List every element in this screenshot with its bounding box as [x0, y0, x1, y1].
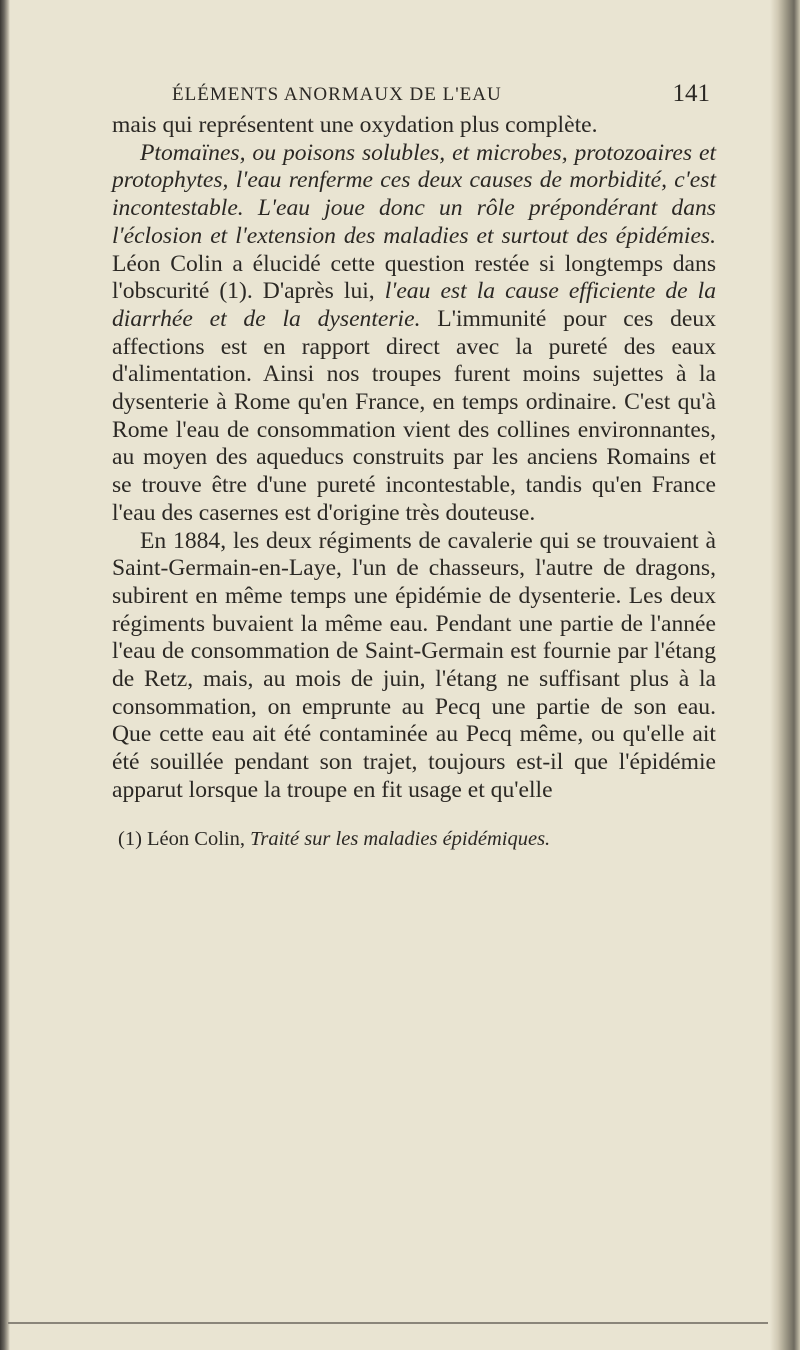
paragraph-3	[112, 528, 716, 805]
paragraph-2-plain-b: L'immunité pour ces deux affections est en rapport direct avec la pureté des eaux d'alimentation. Ainsi nos troupes furent moins sujettes à la dysenterie à Rome qu'en France, en temps ordinaire. C'est qu'à Rome l'eau de consommation vient des collines environnantes, au moyen des aqueducs construits par les anciens Romains et se trouve être d'une pureté incontestable, tandis qu'en France l'eau des casernes est d'origine très douteuse.	[112, 305, 716, 526]
page-binding-edge	[0, 0, 10, 1350]
paragraph-2	[112, 140, 716, 528]
page-bottom-edge	[8, 1322, 768, 1324]
paragraph-3-text: En 1884, les deux régiments de cavalerie qui se trouvaient à Saint-Germain-en-Laye, l'un de chasseurs, l'autre de dragons, subirent en même temps une épidémie de dysenterie. Les deux régiments buvaient la même eau. Pendant une partie de l'année l'eau de consommation de Saint-Germain est fournie par l'étang de Retz, mais, au mois de juin, l'étang ne suffisant plus à la consommation, on emprunte au Pecq une partie de son eau. Que cette eau ait été contaminée au Pecq même, ou qu'elle ait été souillée pendant son trajet, toujours est-il que l'épidémie apparut lorsque la troupe en fit usage et qu'elle	[112, 527, 716, 803]
footnote-title: Traité sur les maladies épidémiques.	[250, 827, 551, 850]
paragraph-1-text: mais qui représentent une oxydation plus complète.	[112, 112, 598, 138]
footnote-marker: (1) Léon Colin,	[118, 827, 251, 850]
page-fore-edge	[770, 0, 800, 1350]
book-page	[112, 80, 716, 851]
paragraph-2-italic-b: l'eau est la cause efficiente de la diarrhée et de la dysenterie.	[112, 278, 716, 332]
body-text	[112, 112, 716, 805]
footnote	[112, 827, 716, 851]
page-number: 141	[672, 80, 710, 107]
page-header	[112, 80, 716, 112]
running-head: ÉLÉMENTS ANORMAUX DE L'EAU	[172, 84, 502, 105]
paragraph-2-plain-a: Léon Colin a élucidé cette question restée si longtemps dans l'obscurité (1). D'après lui,	[112, 250, 716, 305]
paragraph-2-italic-a: Ptomaïnes, ou poisons solubles, et microbes, protozoaires et protophytes, l'eau renferme ces deux causes de morbidité, c'est incontestable. L'eau joue donc un rôle prépondérant dans l'éclosion et l'extension des maladies et surtout des épidémies.	[112, 139, 716, 249]
paragraph-1	[112, 112, 716, 140]
